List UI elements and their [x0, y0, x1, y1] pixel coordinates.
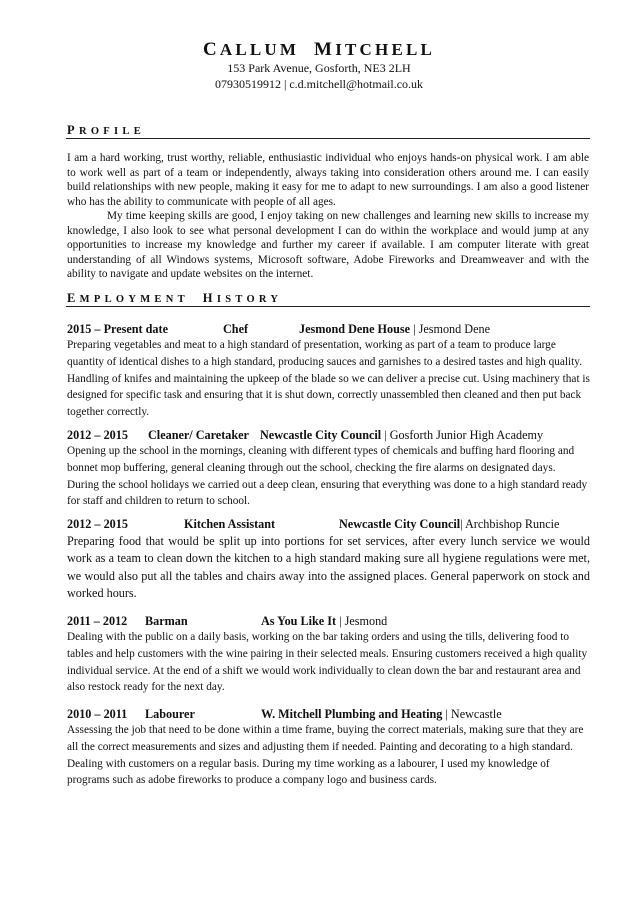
job-description-1: Preparing vegetables and meat to a high standard of presentation, working as part of a team to produce large quantity of identical dishes to a high standard, producing sauces and garnishes to a desired tastes and high quality. Handling of knifes and maintaining the upkeep of the blade so we can deliver a precise cut. Using machinery that is designed for specific task and ensuring that it is shut down, correctly unassembled then cleaned and then put back together correctly. — [67, 339, 590, 419]
applicant-name — [0, 40, 638, 60]
job-employer: Newcastle City Council — [339, 517, 461, 531]
profile-heading — [67, 124, 145, 138]
job-dates: 2010 – 2011 — [67, 707, 128, 721]
job-employer: Jesmond Dene House — [299, 322, 411, 336]
job-location: | Archbishop Runcie — [460, 517, 560, 531]
job-location: | Jesmond — [336, 614, 388, 628]
job-role: Barman — [145, 614, 188, 628]
employment-heading-word1: MPLOYMENT — [79, 294, 189, 305]
employment-heading-word2: ISTORY — [216, 294, 283, 305]
job-description-4: Dealing with the public on a daily basis, working on the bar taking orders and using the tills, delivering food to tables and help customers with the wine pairing in their selected meals. Ensuring customers received a high quality individual service. At the end of a shift we would work individually to clean down the bar and restaurant area and also restock ready for the next day. — [67, 631, 588, 694]
name-last-rest: ITCHELL — [335, 40, 436, 59]
profile-paragraph-1: I am a hard working, trust worthy, reliable, enthusiastic individual who enjoys hands-on physical work. I am able to work well as part of a team or independently, always taking into consideration others around me. I can easily build relationships with new people, making it easy for me to adapt to new surroundings. I am also a good listener who has the ability to communicate with people of all ages. — [67, 152, 589, 208]
job-location: | Gosforth Junior High Academy — [381, 428, 544, 442]
profile-heading-initial: P — [67, 123, 79, 137]
job-dates: 2015 – Present date — [67, 322, 168, 336]
address: 153 Park Avenue, Gosforth, NE3 2LH — [227, 61, 411, 75]
job-description-5: Assessing the job that need to be done within a time frame, buying the correct materials, making sure that they are all the correct measurements and sizes and adjusting them if needed. Painting and decorating to a high standard. Dealing with customers on a regular basis. During my time working as a labourer, I used my knowledge of programs such as adobe fireworks to produce a company logo and business cards. — [67, 724, 584, 787]
cv-header — [0, 40, 638, 92]
phone-email: 07930519912 | c.d.mitchell@hotmail.co.uk — [214, 77, 424, 91]
job-description-3: Preparing food that would be split up into portions for set services, after every lunch service we would work as a team to clean down the kitchen to a high standard making sure all hygiene regulations were met, we would also put all the tables and chairs away into the assigned places. General paperwork on stock and worked hours. — [67, 534, 590, 601]
job-role: Cleaner/ Caretaker — [148, 428, 249, 442]
employment-heading-initial: E — [67, 291, 80, 305]
job-employer: Newcastle City Council — [260, 428, 382, 442]
profile-divider — [66, 138, 590, 139]
employment-heading — [67, 292, 282, 306]
profile-paragraph-2: My time keeping skills are good, I enjoy taking on new challenges and learning new skills to increase my knowledge, I also look to see what personal development I can do within the workplace and would jump at any opportunities to increase my knowledge and further my career if available. I am computer literate with great understanding of all Windows systems, Microsoft software, Adobe Fireworks and Dreamweaver and with the ability to navigate and update websites on the internet. — [67, 210, 589, 281]
job-role: Chef — [223, 322, 249, 336]
history-heading-initial: H — [202, 291, 217, 305]
name-first-rest: ALLUM — [219, 40, 300, 59]
job-dates: 2012 – 2015 — [67, 517, 128, 531]
name-first-initial: C — [202, 39, 220, 60]
job-role: Labourer — [145, 707, 195, 721]
employment-divider — [66, 306, 590, 307]
profile-heading-rest: ROFILE — [78, 126, 145, 137]
job-dates: 2012 – 2015 — [67, 428, 128, 442]
job-employer: W. Mitchell Plumbing and Heating — [261, 707, 443, 721]
name-last-initial: M — [314, 39, 336, 60]
job-role: Kitchen Assistant — [184, 517, 276, 531]
job-description-2: Opening up the school in the mornings, cleaning with different types of chemicals and buffing hard flooring and bonnet mop buffering, general cleaning through out the school, checking the fire alarms on designated days. During the school holidays we carried out a deep clean, ensuring that everything was done to a high standard ready for staff and children to return to school. — [67, 445, 588, 508]
job-dates: 2011 – 2012 — [67, 614, 128, 628]
job-location: | Newcastle — [442, 707, 502, 721]
job-location: | Jesmond Dene — [410, 322, 490, 336]
job-employer: As You Like It — [261, 614, 337, 628]
